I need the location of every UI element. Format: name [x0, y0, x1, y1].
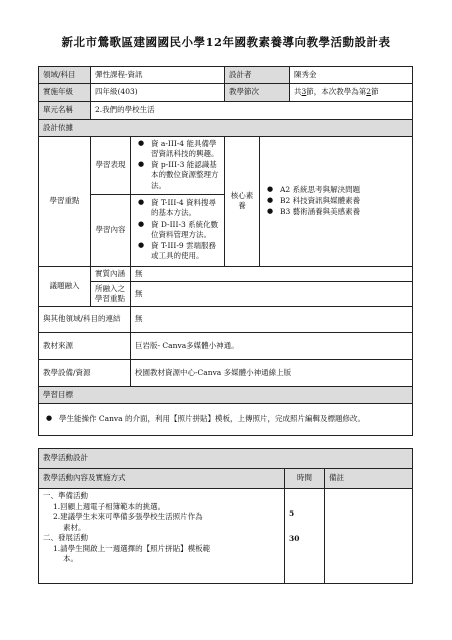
- activity-content: [39, 489, 285, 584]
- performance-item: ● 資 a-III-4 能具備學習資訊科技的興趣。: [138, 139, 219, 159]
- activity-line: 1.請學生開啟上一週選擇的【照片拼貼】模板範: [53, 543, 211, 553]
- grade-value: 四年級(403): [91, 84, 225, 102]
- bullet-icon: ●: [267, 206, 274, 215]
- bullet-icon: ●: [138, 198, 145, 207]
- performance-label: 學習表現: [91, 137, 131, 195]
- learning-focus-label: 學習重點: [39, 137, 91, 267]
- bullet-icon: ●: [267, 184, 274, 193]
- note-col: 備註: [325, 469, 413, 489]
- activity-line: 2.建議學生未來可準備多張學校生活照片作為: [53, 512, 203, 521]
- activity-line: 二、發展活動: [43, 533, 88, 542]
- periods-pre: 共: [294, 87, 302, 97]
- designer-value: 陳秀金: [290, 67, 413, 84]
- core-item: ● A2 系統思考與解決問題: [267, 184, 361, 194]
- equipment-label: 教學設備/資源: [39, 360, 131, 387]
- periods-mid: 節，本次教學為第: [306, 87, 367, 97]
- core-literacy-label: 核心素養: [225, 137, 260, 267]
- core-literacy-cell: [260, 137, 413, 267]
- integration-focus-value: 無: [131, 281, 413, 306]
- content-item: ● 資 D-III-3 系統化數位資料管理方法。: [138, 219, 219, 239]
- document-title: 新北市鶯歌區建國國民小學12年國教素養導向教學活動設計表: [61, 35, 391, 49]
- unit-label: 單元名稱: [39, 102, 91, 120]
- performance-cell: [131, 137, 225, 195]
- bullet-icon: ●: [138, 219, 145, 228]
- bullet-icon: ●: [138, 160, 145, 169]
- lesson-info-table: [38, 66, 413, 436]
- content-item: ● 資 T-III-4 資料搜尋的基本方法。: [138, 198, 217, 218]
- integration-content-label: 實質內涵: [91, 266, 131, 281]
- core-item: ● B3 藝術涵養與美感素養: [267, 206, 361, 216]
- activity-line: 本。: [63, 554, 78, 563]
- activity-content-col: 教學活動內容及實施方式: [39, 469, 285, 489]
- learning-goal-cell: [39, 404, 413, 436]
- link-label: 與其他領域/科目的連結: [39, 307, 131, 333]
- time-value: 30: [289, 533, 300, 543]
- note-cell: [325, 489, 413, 584]
- designer-label: 設計者: [225, 67, 290, 84]
- performance-item: ● 資 p-III-3 能認識基本的數位資源整理方法。: [138, 160, 219, 190]
- domain-value: 彈性課程-資訊: [91, 67, 225, 84]
- equipment-value: 校園教材資源中心-Canva 多媒體小神通線上版: [131, 360, 413, 387]
- periods-label: 教學節次: [225, 84, 290, 102]
- core-item: ● B2 科技資訊與媒體素養: [267, 195, 361, 205]
- material-label: 教材來源: [39, 333, 131, 360]
- domain-label: 領域/科目: [39, 67, 91, 84]
- periods-current: 2: [366, 87, 372, 97]
- goal-item: ● 學生能操作 Canva 的介面，利用【照片拼貼】模板，上傳照片，完成照片編輯及標題修改。: [46, 413, 366, 423]
- bullet-icon: ●: [138, 240, 145, 249]
- design-basis-header: 設計依據: [39, 120, 413, 137]
- grade-label: 實施年級: [39, 84, 91, 102]
- periods-value: [290, 84, 413, 102]
- activity-line: 1.回顧上週電子相簿範本的挑選。: [53, 501, 166, 511]
- content-item: ● 資 T-III-9 雲端服務或工具的使用。: [138, 240, 217, 260]
- activity-table: [38, 448, 413, 584]
- bullet-icon: ●: [138, 139, 145, 147]
- integration-content-value: 無: [131, 266, 413, 281]
- material-value: 巨岩版- Canva多媒體小神通。: [131, 333, 413, 360]
- learning-goal-header: 學習目標: [39, 387, 413, 404]
- content-label: 學習內容: [91, 194, 131, 266]
- time-col: 時間: [285, 469, 325, 489]
- activity-line: 素材。: [63, 522, 86, 532]
- periods-post: 節: [371, 87, 379, 97]
- integration-focus-label: 所融入之學習重點: [91, 281, 131, 306]
- periods-total: 3: [301, 87, 307, 97]
- time-cell: [285, 489, 325, 584]
- integration-label: 議題融入: [39, 266, 91, 306]
- link-value: 無: [131, 307, 413, 333]
- activity-line: 一、準備活動: [43, 491, 88, 500]
- time-value: 5: [289, 509, 295, 518]
- bullet-icon: ●: [46, 413, 53, 422]
- activity-header: 教學活動設計: [39, 449, 413, 469]
- unit-value: 2.我們的學校生活: [91, 102, 413, 120]
- bullet-icon: ●: [267, 195, 274, 204]
- content-cell: [131, 194, 225, 266]
